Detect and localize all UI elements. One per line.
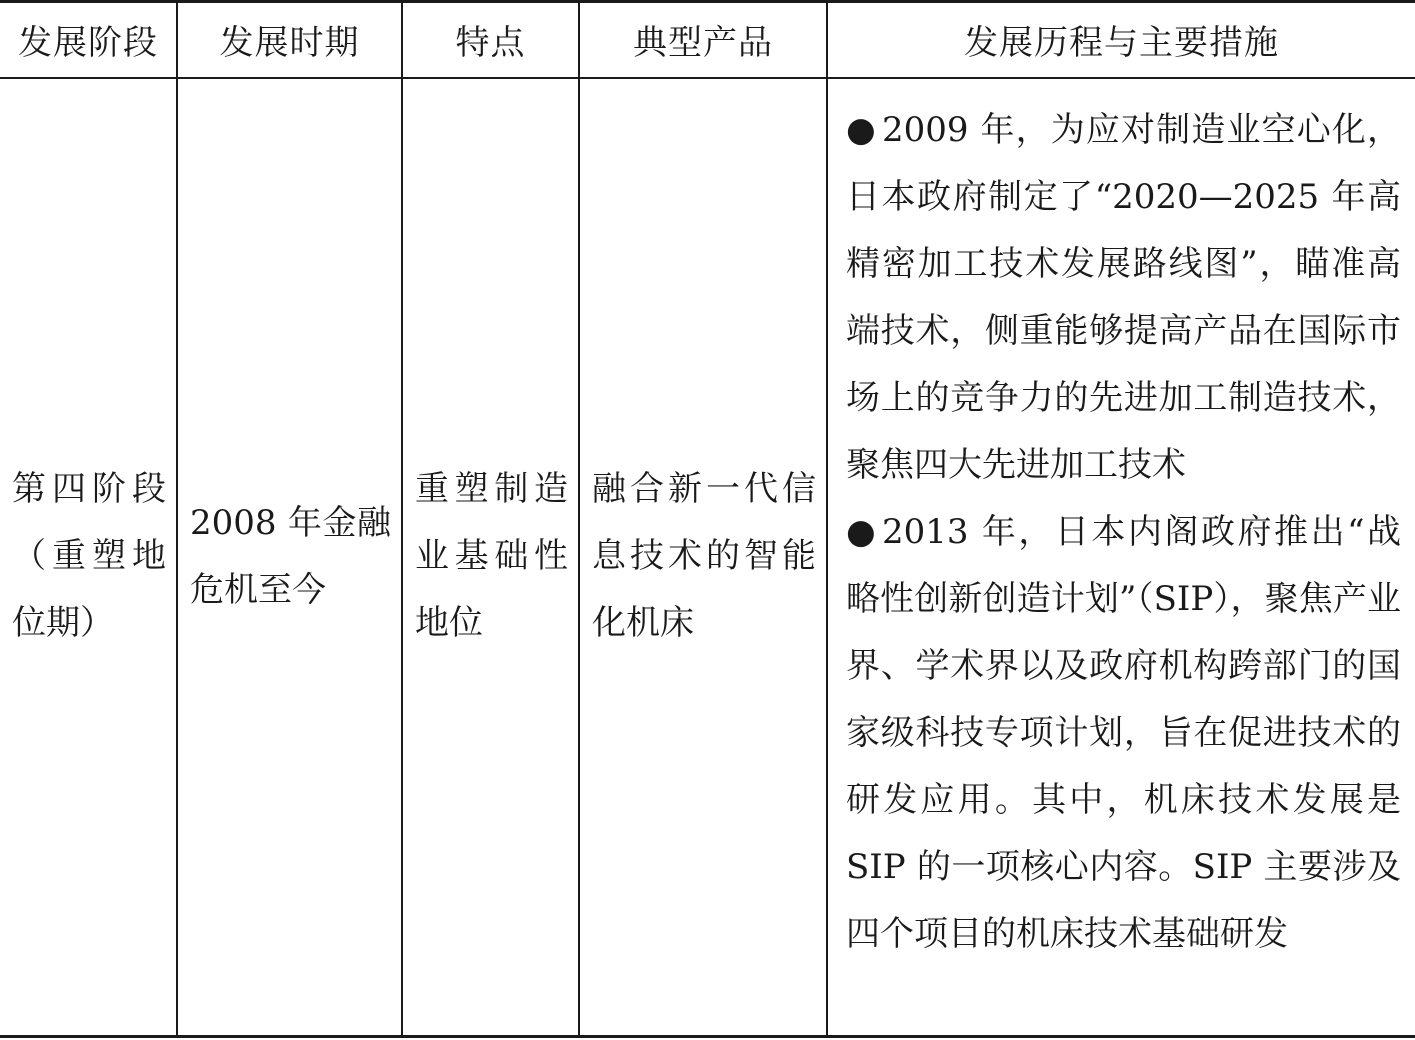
measures-cell	[827, 78, 1415, 1037]
bullet-icon: ●	[846, 109, 876, 150]
measure-item-2013	[846, 499, 1401, 968]
stage-cell	[0, 78, 177, 1037]
table-row	[0, 78, 1415, 1037]
measures-list	[828, 79, 1415, 982]
period-cell	[177, 78, 402, 1037]
header-feature: 特点	[402, 2, 579, 78]
product-text: 融合新一代信息技术的智能化机床	[592, 469, 816, 644]
header-measures: 发展历程与主要措施	[827, 2, 1415, 78]
header-stage: 发展阶段	[0, 2, 177, 78]
bullet-icon: ●	[846, 511, 876, 552]
stage-text: 第四阶段（重塑地位期）	[12, 469, 166, 644]
period-text: 2008 年金融危机至今	[190, 502, 391, 610]
table-header-row	[0, 2, 1415, 78]
measure-item-2009	[846, 97, 1401, 499]
feature-text: 重塑制造业基础性地位	[415, 469, 568, 644]
header-product: 典型产品	[579, 2, 827, 78]
measure-text: 2013 年，日本内阁政府推出“战略性创新创造计划”（SIP），聚焦产业界、学术界以及政府机构跨部门的国家级科技专项计划，旨在促进技术的研发应用。其中，机床技术发展是 SIP 的一项核心内容。SIP 主要涉及四个项目的机床技术基础研发	[846, 511, 1401, 954]
header-period: 发展时期	[177, 2, 402, 78]
measure-text: 2009 年，为应对制造业空心化，日本政府制定了“2020—2025 年高精密加工技术发展路线图”，瞄准高端技术，侧重能够提高产品在国际市场上的竞争力的先进加工制造技术，聚焦四大先进加工技术	[846, 109, 1401, 485]
feature-cell	[402, 78, 579, 1037]
product-cell	[579, 78, 827, 1037]
